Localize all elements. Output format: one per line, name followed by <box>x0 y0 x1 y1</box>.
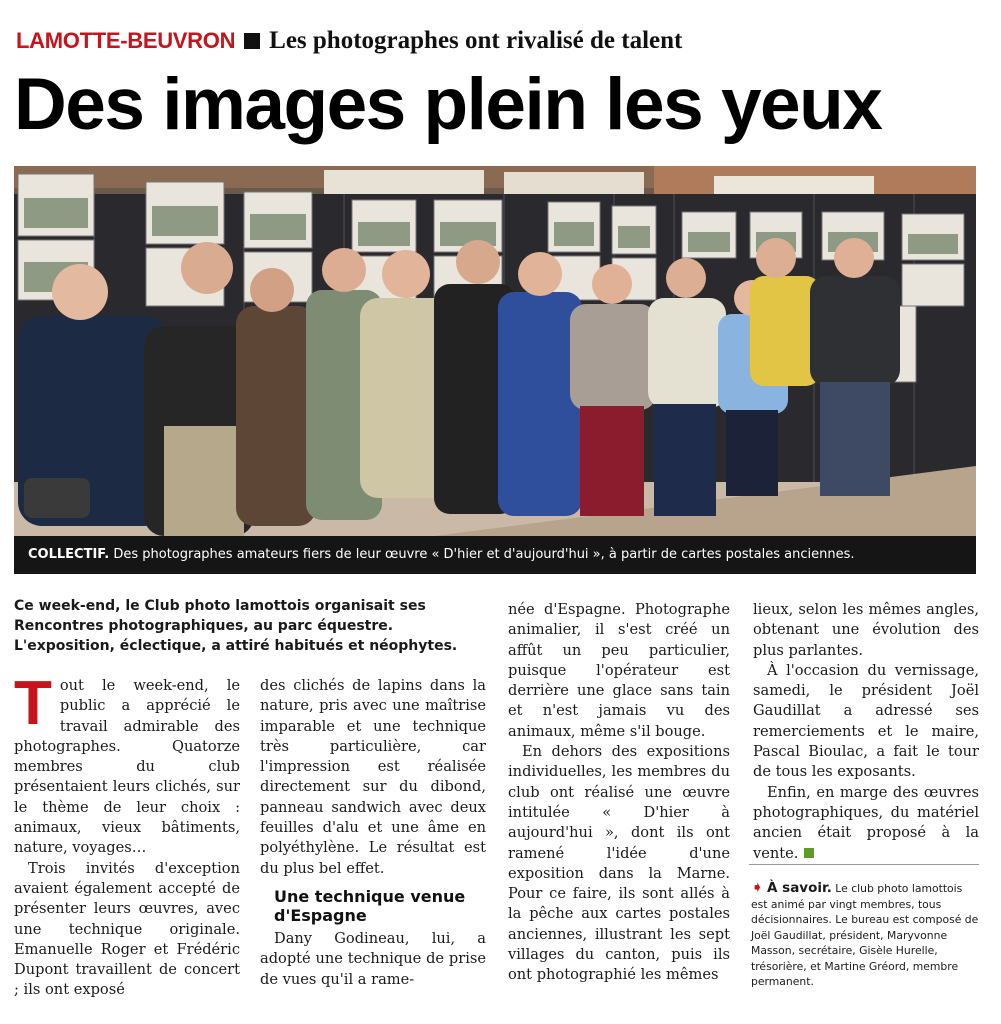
kicker-square-icon <box>244 33 260 49</box>
group-photo <box>14 166 976 536</box>
headline: Des images plein les yeux <box>14 64 882 145</box>
arrow-right-icon: ➧ <box>751 878 764 896</box>
column-3 <box>508 600 730 986</box>
info-box <box>751 880 979 990</box>
end-mark-icon <box>804 848 814 858</box>
col4-paragraph-2: À l'occasion du vernissage, samedi, le président Joël Gaudillat a adressé ses remerciements et le maire, Pascal Bioulac, a fait le tour de tous les exposants. <box>753 661 979 781</box>
col4-paragraph-3: Enfin, en marge des œuvres photographiques, du matériel ancien était proposé à la vente. <box>753 783 979 862</box>
group-photo-illustration <box>14 166 976 536</box>
caption-label: COLLECTIF. <box>28 547 110 562</box>
col2-paragraph-2: Dany Godineau, lui, a adopté une technique de prise de vues qu'il a rame- <box>260 929 486 988</box>
col3-paragraph-1: née d'Espagne. Photographe animalier, il s'est créé un affût un peu particulier, puisque l'opérateur est derrière une glace sans tain et n'est jamais vu des animaux, même s'il bouge. <box>508 601 730 740</box>
section-subhead: Une technique venue d'Espagne <box>274 886 466 925</box>
location-label: LAMOTTE-BEUVRON <box>16 28 236 53</box>
article-lead: Ce week-end, le Club photo lamottois organisait ses Rencontres photographiques, au parc équestre. L'exposition, éclectique, a attiré habitués et néophytes. <box>14 598 458 654</box>
drop-cap: T <box>14 669 52 738</box>
photo-caption <box>14 536 976 574</box>
column-1 <box>14 669 240 1001</box>
info-box-divider <box>749 864 979 865</box>
info-box-text: Le club photo lamottois est animé par vingt membres, tous décisionnaires. Le bureau est composé de Joël Gaudillat, président, Maryvonne Masson, secrétaire, Gisèle Hurelle, trésorière, et Martine Gréord, membre permanent. <box>751 882 979 988</box>
caption-text: Des photographes amateurs fiers de leur œuvre « D'hier et d'aujourd'hui », à partir de cartes postales anciennes. <box>109 547 855 562</box>
column-4 <box>753 600 979 864</box>
kicker-subtitle: Les photographes ont rivalisé de talent <box>269 27 683 54</box>
col1-paragraph-2: Trois invités d'exception avaient également accepté de présenter leurs œuvres, avec une technique originale. Emanuelle Roger et Frédéric Dupont travaillent de concert ; ils ont exposé <box>14 859 240 999</box>
article-kicker <box>16 24 682 58</box>
col2-paragraph-1: des clichés de lapins dans la nature, pris avec une maîtrise imparable et une technique très particulière, car l'impression est réalisée directement sur du dibond, panneau sandwich avec deux feuilles d'alu et une âme en polyéthylène. Le résultat est du plus bel effet. <box>260 677 486 877</box>
col4-paragraph-1: lieux, selon les mêmes angles, obtenant une évolution des plus parlantes. <box>753 601 979 659</box>
column-2 <box>260 676 486 990</box>
info-box-label: À savoir. <box>767 880 832 896</box>
col1-paragraph-1: out le week-end, le public a apprécié le travail admirable des photographes. Quatorze membres du club présentaient leurs clichés, sur le thème de leur choix : animaux, vieux bâtiments, nature, voyages… <box>14 677 240 857</box>
col3-paragraph-2: En dehors des expositions individuelles, les membres du club ont réalisé une œuvre intitulée « D'hier à aujourd'hui », dont ils ont ramené l'idée d'une exposition dans la Marne. Pour ce faire, ils sont allés à la pêche aux cartes postales anciennes, illustrant les sept villages du canton, puis ils ont photographié les mêmes <box>508 743 730 984</box>
